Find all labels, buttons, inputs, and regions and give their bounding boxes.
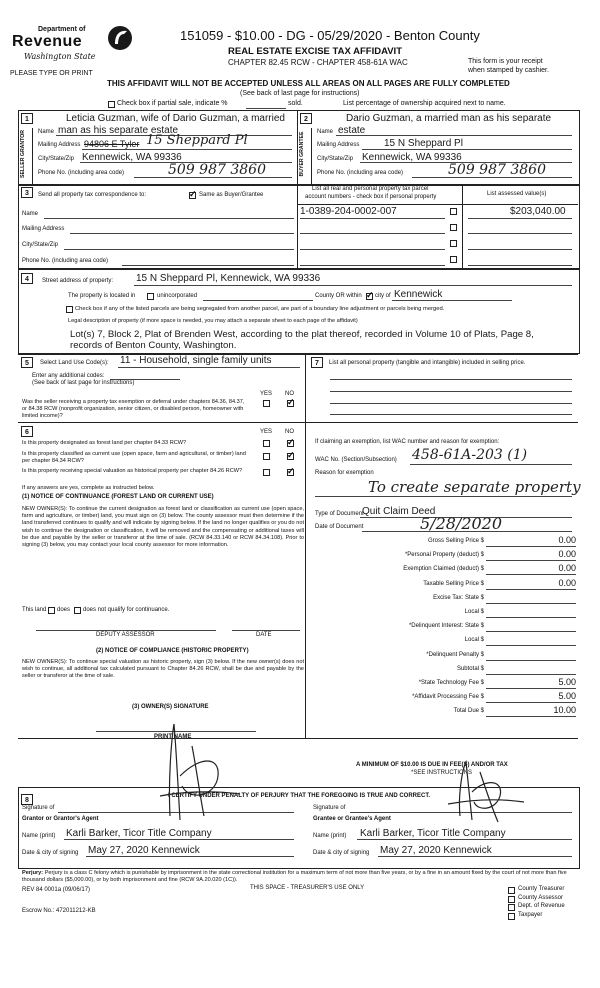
copy-label: County Assessor bbox=[518, 894, 564, 901]
notice-compliance-body: NEW OWNER(S): To continue special valuation as historic property, sign (3) below. If the new owner(s) does not wish to continue, all additional tax calculated pursuant to Chapter 84.26 RCW, shall be due and payable by the seller or transferor at the time of sale. bbox=[22, 659, 304, 680]
tax-row-line bbox=[486, 589, 576, 590]
grantor-name-underline bbox=[64, 839, 294, 840]
tax-row-value: 10.00 bbox=[553, 705, 576, 716]
tax-row-label: Local $ bbox=[464, 609, 484, 615]
personal-property-line-3 bbox=[330, 403, 572, 404]
buyer-name-label: Name bbox=[317, 129, 334, 135]
tax-row-line bbox=[486, 688, 576, 689]
parcel-personal-checkbox-4[interactable] bbox=[450, 256, 457, 263]
tax-row-line bbox=[486, 546, 576, 547]
seller-side-divider bbox=[32, 128, 33, 184]
partial-pct-line bbox=[246, 108, 286, 109]
parcel-line-4 bbox=[300, 265, 445, 266]
s6-no-header: NO bbox=[285, 429, 294, 435]
historic-yes-checkbox[interactable] bbox=[263, 469, 270, 476]
street-underline bbox=[134, 285, 572, 286]
list-pct-label: List percentage of ownership acquired next to name. bbox=[343, 100, 506, 107]
tax-row-value: 0.00 bbox=[558, 549, 576, 560]
tax-row-value: 0.00 bbox=[558, 535, 576, 545]
tax-row-label: *Delinquent Penalty $ bbox=[426, 651, 484, 658]
section-8-number: 8 bbox=[21, 794, 33, 805]
city-of-label: city of bbox=[375, 293, 391, 299]
s5-yes-header: YES bbox=[260, 391, 273, 397]
seller-phone-underline bbox=[134, 177, 292, 178]
street-address: 15 N Sheppard Pl, Kennewick, WA 99336 bbox=[136, 273, 321, 284]
tax-row-label: Subtotal $ bbox=[456, 665, 484, 672]
doc-date-label: Date of Document bbox=[315, 524, 364, 530]
s5-no-header: NO bbox=[285, 391, 294, 397]
buyer-name-line2: estate bbox=[338, 125, 366, 136]
doc-type-label: Type of Document bbox=[315, 511, 364, 517]
doc-type: Quit Claim Deed bbox=[362, 506, 436, 517]
buyer-mailing-underline bbox=[362, 149, 572, 150]
treasurer-space-label: THIS SPACE - TREASURER'S USE ONLY bbox=[250, 885, 365, 891]
parcel-number: 1-0389-204-0002-007 bbox=[300, 206, 397, 217]
tax-row-label: Exemption Claimed (deduct) $ bbox=[403, 566, 484, 573]
exemption-question: Was the seller receiving a property tax exemption or deferral under chapters 84.36, 84.37, or 84.38 RCW (nonprofit organization, senior citizen, or disabled person, homeowner with limited income)? bbox=[22, 399, 245, 419]
parcel-personal-checkbox-1[interactable] bbox=[450, 208, 457, 215]
assessed-value: $203,040.00 bbox=[510, 206, 566, 217]
tax-row-label: Excise Tax: State $ bbox=[433, 594, 484, 601]
parcel-personal-checkbox-3[interactable] bbox=[450, 240, 457, 247]
segregated-checkbox[interactable] bbox=[66, 306, 73, 313]
deputy-assessor-label: DEPUTY ASSESSOR bbox=[96, 632, 155, 638]
parcel-personal-checkbox-2[interactable] bbox=[450, 224, 457, 231]
reason-label: Reason for exemption bbox=[315, 470, 374, 476]
section-1-number: 1 bbox=[21, 113, 33, 124]
unincorporated-label: unincorporated bbox=[157, 293, 198, 299]
send-correspondence-label: Send all property tax correspondence to: bbox=[38, 192, 147, 198]
s7-bottom-line bbox=[305, 422, 578, 423]
buyer-side-label: BUYER GRANTEE bbox=[299, 131, 305, 177]
parcel-header-1: List all real and personal property tax parcel bbox=[312, 186, 429, 192]
grantee-date-label: Date & city of signing bbox=[313, 850, 370, 856]
s3-mailing-underline bbox=[70, 233, 294, 234]
rev-number: REV 84 0001a (09/06/17) bbox=[22, 887, 91, 893]
copy-checkbox[interactable] bbox=[508, 904, 515, 911]
buyer-phone-handwritten: 509 987 3860 bbox=[448, 162, 546, 178]
copy-checkbox[interactable] bbox=[508, 913, 515, 920]
tax-row-label: Local $ bbox=[464, 637, 484, 644]
grantor-date: May 27, 2020 Kennewick bbox=[88, 845, 200, 856]
tax-row-line bbox=[486, 660, 576, 661]
this-land-label: This land bbox=[22, 607, 47, 613]
minimum-due-note: A MINIMUM OF $10.00 IS DUE IN FEE(S) AND/OR TAX bbox=[356, 762, 508, 768]
if-yes-note: If any answers are yes, complete as instructed below. bbox=[22, 485, 155, 491]
deputy-date-line bbox=[232, 630, 300, 631]
seller-name-label: Name bbox=[38, 129, 55, 135]
notice-continuance-title: (1) NOTICE OF CONTINUANCE (FOREST LAND OR CURRENT USE) bbox=[22, 494, 214, 500]
grantor-agent-label: Grantor or Grantor's Agent bbox=[22, 816, 99, 822]
see-back-note: (See back of last page for instructions) bbox=[240, 90, 360, 97]
s5-no-checkbox[interactable] bbox=[287, 400, 294, 407]
logo-dept: Department of bbox=[38, 26, 86, 33]
tax-row-value: 0.00 bbox=[558, 563, 576, 574]
personal-property-line-1 bbox=[330, 379, 572, 380]
city-underline bbox=[392, 300, 512, 301]
grantor-date-underline bbox=[86, 856, 294, 857]
section-7-number: 7 bbox=[311, 357, 323, 368]
segregated-label: Check box if any of the listed parcels are being segregated from another parcel, are part of a boundary line adjustment or parcels being merged. bbox=[75, 306, 445, 312]
s6-top-line bbox=[18, 422, 305, 423]
seller-name-line1: Leticia Guzman, wife of Dario Guzman, a married bbox=[66, 113, 285, 124]
legal-description-line1: Lot(s) 7, Block 2, Plat of Brenden West, according to the plat thereof, recorded in Volume 10 of Plats, Page 8, bbox=[70, 329, 534, 340]
grantee-signature-of: Signature of bbox=[313, 805, 346, 811]
escrow-number: Escrow No.: 472011212-KB bbox=[22, 908, 96, 914]
land-use-code: 11 - Household, single family units bbox=[120, 355, 272, 366]
grantor-name-label: Name (print) bbox=[22, 833, 56, 839]
tax-row-label: *Delinquent Interest: State $ bbox=[408, 623, 484, 630]
tax-row-line bbox=[486, 674, 576, 675]
warning-text: THIS AFFIDAVIT WILL NOT BE ACCEPTED UNLESS ALL AREAS ON ALL PAGES ARE FULLY COMPLETED bbox=[107, 79, 510, 88]
land-does-not-checkbox[interactable] bbox=[74, 607, 81, 614]
located-in-label: The property is located in bbox=[68, 293, 136, 299]
notice-compliance-title: (2) NOTICE OF COMPLIANCE (HISTORIC PROPERTY) bbox=[96, 648, 249, 654]
seller-side-label: SELLER GRANTOR bbox=[20, 129, 26, 178]
personal-property-line-4 bbox=[330, 414, 572, 415]
wac-underline bbox=[410, 464, 572, 465]
grantee-name: Karli Barker, Ticor Title Company bbox=[360, 828, 506, 839]
buyer-city-label: City/State/Zip bbox=[317, 156, 354, 162]
s3-phone-label: Phone No. (including area code) bbox=[22, 258, 109, 264]
copy-label: Taxpayer bbox=[518, 911, 543, 918]
copy-label: County Treasurer bbox=[518, 886, 565, 892]
assessed-header: List assessed value(s) bbox=[487, 191, 547, 197]
tax-row-label: *Affidavit Processing Fee $ bbox=[412, 694, 484, 701]
receipt-note-2: when stamped by cashier. bbox=[468, 67, 549, 74]
same-as-buyer-label: Same as Buyer/Grantee bbox=[199, 192, 264, 198]
tax-row-label: *Personal Property (deduct) $ bbox=[404, 552, 484, 559]
partial-sale-label: Check box if partial sale, indicate % bbox=[117, 100, 228, 107]
tax-row-line bbox=[486, 716, 576, 717]
perjury-text: Perjury is a class C felony which is punishable by imprisonment in the state correctional institution for a maximum term of not more than five years, or by a fine in an amount fixed by the court of not more than five thousand dollars ($5,000.00), or by both imprisonment and fine (RCW 9A.20.020 (1C)). bbox=[22, 870, 567, 883]
section-2-number: 2 bbox=[300, 113, 312, 124]
legal-label: Legal description of property (if more space is needed, you may attach a separate sheet to each page of the affidavit) bbox=[68, 318, 358, 324]
section-3-divider bbox=[297, 184, 298, 268]
recording-stamp: 151059 - $10.00 - DG - 05/29/2020 - Benton County bbox=[180, 28, 480, 43]
historic-question: Is this property receiving special valuation as historical property per chapter 84.26 RCW? bbox=[22, 468, 243, 474]
section-4-number: 4 bbox=[21, 273, 33, 284]
assessed-line-3 bbox=[468, 249, 572, 250]
tax-row-line bbox=[486, 702, 576, 703]
buyer-side-divider bbox=[311, 128, 312, 184]
grantee-name-underline bbox=[357, 839, 572, 840]
s5-top-line bbox=[18, 354, 578, 355]
see-instructions-note: *SEE INSTRUCTIONS bbox=[411, 770, 473, 776]
dor-logo bbox=[10, 22, 130, 72]
grantee-agent-label: Grantee or Grantee's Agent bbox=[313, 816, 391, 822]
deputy-date-label: DATE bbox=[256, 632, 272, 638]
tax-row-line bbox=[486, 645, 576, 646]
buyer-name-underline bbox=[336, 135, 572, 136]
tax-row-line bbox=[486, 574, 576, 575]
doc-date-handwritten: 5/28/2020 bbox=[420, 514, 503, 533]
grantor-name: Karli Barker, Ticor Title Company bbox=[66, 828, 212, 839]
copy-checkbox[interactable] bbox=[508, 896, 515, 903]
s3-phone-underline bbox=[122, 265, 294, 266]
print-name-label: PRINT NAME bbox=[154, 734, 192, 740]
buyer-phone-label: Phone No. (including area code) bbox=[317, 170, 404, 176]
tax-row-label: Total Due $ bbox=[453, 708, 484, 715]
buyer-mailing-label: Mailing Address bbox=[317, 142, 360, 148]
land-does-label: does bbox=[57, 607, 71, 613]
additional-codes-label: Enter any additional codes: bbox=[32, 373, 105, 379]
land-does-not-label: does not qualify for continuance. bbox=[83, 607, 170, 613]
tax-row-label: Gross Selling Price $ bbox=[427, 538, 484, 544]
personal-property-line-2 bbox=[330, 391, 572, 392]
assessed-line-4 bbox=[468, 265, 572, 266]
s5-see-back: (See back of last page for instructions) bbox=[32, 380, 135, 386]
perjury-notice bbox=[22, 870, 578, 884]
seller-mailing-underline bbox=[82, 149, 292, 150]
buyer-city: Kennewick, WA 99336 bbox=[362, 152, 462, 163]
grantee-date: May 27, 2020 Kennewick bbox=[380, 845, 492, 856]
tax-row-label: *State Technology Fee $ bbox=[418, 680, 484, 686]
legal-description-line2: records of Benton County, Washington. bbox=[70, 340, 237, 351]
seller-mailing-label: Mailing Address bbox=[38, 142, 81, 148]
street-label: Street address of property: bbox=[42, 278, 114, 284]
assessed-line-2 bbox=[468, 233, 572, 234]
grantee-signature-scribble bbox=[440, 756, 530, 826]
tax-row-value: 5.00 bbox=[558, 677, 576, 687]
parties-divider bbox=[297, 110, 298, 184]
reason-underline bbox=[315, 496, 572, 497]
sold-label: sold. bbox=[288, 100, 303, 107]
tax-row-label: Taxable Selling Price $ bbox=[423, 580, 484, 587]
deputy-sig-line bbox=[36, 630, 216, 631]
copy-label: Dept. of Revenue bbox=[518, 903, 565, 909]
forest-land-question: Is this property designated as forest land per chapter 84.33 RCW? bbox=[22, 440, 187, 446]
same-as-buyer-checkbox[interactable] bbox=[189, 192, 196, 199]
property-city: Kennewick bbox=[394, 289, 443, 300]
tax-row-line bbox=[486, 631, 576, 632]
tax-row-line bbox=[486, 603, 576, 604]
forest-no-checkbox[interactable] bbox=[287, 440, 294, 447]
forest-yes-checkbox[interactable] bbox=[263, 440, 270, 447]
parcel-header-2: account numbers - check box if personal property bbox=[305, 194, 437, 200]
city-of-checkbox[interactable] bbox=[366, 293, 373, 300]
s5-yes-checkbox[interactable] bbox=[263, 400, 270, 407]
seller-city: Kennewick, WA 99336 bbox=[82, 152, 182, 163]
tax-row-line bbox=[486, 560, 576, 561]
seller-city-label: City/State/Zip bbox=[38, 156, 75, 162]
current-use-question: Is this property classified as current use (open space, farm and agricultural, or timber) land per chapter 84.34 RCW? bbox=[22, 451, 246, 464]
land-does-checkbox[interactable] bbox=[48, 607, 55, 614]
seller-mailing-struck: 94806 E Tyler bbox=[84, 139, 140, 149]
wac-handwritten: 458-61A-203 (1) bbox=[412, 447, 528, 463]
current-use-yes-checkbox[interactable] bbox=[263, 453, 270, 460]
owner-signature-label: (3) OWNER(S) SIGNATURE bbox=[132, 704, 209, 710]
s6-bottom-line bbox=[18, 738, 578, 739]
parcel-line-1 bbox=[300, 218, 445, 219]
county-or-within-label: County OR within bbox=[315, 293, 362, 299]
land-use-label: Select Land Use Code(s): bbox=[40, 360, 109, 366]
tax-row-value: 0.00 bbox=[558, 577, 576, 588]
s3-mailing-label: Mailing Address bbox=[22, 226, 65, 232]
s3-name-underline bbox=[44, 218, 294, 219]
land-use-underline bbox=[118, 367, 300, 368]
logo-mark-icon bbox=[106, 24, 134, 52]
personal-property-label: List all personal property (tangible and intangible) included in selling price. bbox=[329, 360, 526, 366]
grantor-signature-scribble bbox=[140, 716, 260, 826]
buyer-mailing: 15 N Sheppard Pl bbox=[384, 138, 463, 149]
county-underline bbox=[203, 300, 313, 301]
notice-continuance-body: NEW OWNER(S): To continue the current designation as forest land or classification as current use (open space, farm and agriculture, or timber) land, you must sign on (3) below. The county assessor must then determine if the land transferred continues to qualify and will indicate by signing below. If the land no longer qualifies or you do not wish to continue the designation or classification, it will be removed and the compensating or additional taxes will be due and payable by the seller or transferor at the time of sale. (RCW 84.33.140 or RCW 84.34.108). Prior to signing (3) below, you may contact your local county assessor for more information. bbox=[22, 506, 304, 549]
s6-yes-header: YES bbox=[260, 429, 273, 435]
s3-city-underline bbox=[64, 249, 294, 250]
historic-no-checkbox[interactable] bbox=[287, 469, 294, 476]
assessed-divider bbox=[462, 184, 463, 268]
logo-state: Washington State bbox=[24, 52, 96, 61]
tax-row-value: 5.00 bbox=[558, 691, 576, 702]
receipt-note-1: This form is your receipt bbox=[468, 58, 543, 65]
seller-name-line2: man as his separate estate bbox=[58, 125, 179, 136]
grantee-date-underline bbox=[378, 856, 572, 857]
grantor-date-label: Date & city of signing bbox=[22, 850, 79, 856]
section-3-number: 3 bbox=[21, 187, 33, 198]
wac-label: WAC No. (Section/Subsection) bbox=[315, 457, 397, 463]
reason-handwritten: To create separate property bbox=[368, 478, 581, 496]
parcel-line-2 bbox=[300, 233, 445, 234]
seller-phone-handwritten: 509 987 3860 bbox=[168, 162, 266, 178]
parcel-header-line bbox=[297, 204, 578, 205]
doc-date-underline bbox=[362, 531, 572, 532]
seller-phone-label: Phone No. (including area code) bbox=[38, 170, 125, 176]
assessed-line-1 bbox=[468, 218, 572, 219]
unincorporated-checkbox[interactable] bbox=[147, 293, 154, 300]
tax-row-line bbox=[486, 617, 576, 618]
section-6-number: 6 bbox=[21, 426, 33, 437]
claiming-exemption-label: If claiming an exemption, list WAC number and reason for exemption: bbox=[315, 439, 500, 445]
form-chapter: CHAPTER 82.45 RCW - CHAPTER 458-61A WAC bbox=[228, 58, 408, 67]
parcel-line-3 bbox=[300, 249, 445, 250]
form-title: REAL ESTATE EXCISE TAX AFFIDAVIT bbox=[228, 46, 403, 57]
grantor-signature-of: Signature of bbox=[22, 805, 55, 811]
section-5-number: 5 bbox=[21, 357, 33, 368]
logo-revenue: Revenue bbox=[12, 33, 83, 50]
s3-name-label: Name bbox=[22, 211, 39, 217]
copy-checkbox[interactable] bbox=[508, 887, 515, 894]
current-use-no-checkbox[interactable] bbox=[287, 453, 294, 460]
perjury-label: Perjury: bbox=[22, 870, 44, 876]
please-type: PLEASE TYPE OR PRINT bbox=[10, 70, 93, 77]
buyer-name-line1: Dario Guzman, a married man as his separate bbox=[346, 113, 552, 124]
middle-divider bbox=[305, 354, 306, 738]
certify-statement: I CERTIFY UNDER PENALTY OF PERJURY THAT THE FOREGOING IS TRUE AND CORRECT. bbox=[168, 793, 431, 799]
buyer-phone-underline bbox=[412, 177, 572, 178]
grantee-name-label: Name (print) bbox=[313, 833, 347, 839]
seller-mailing-handwritten: 15 Sheppard Pl bbox=[146, 133, 248, 148]
partial-sale-checkbox[interactable] bbox=[108, 101, 115, 108]
s3-city-label: City/State/Zip bbox=[22, 242, 59, 248]
